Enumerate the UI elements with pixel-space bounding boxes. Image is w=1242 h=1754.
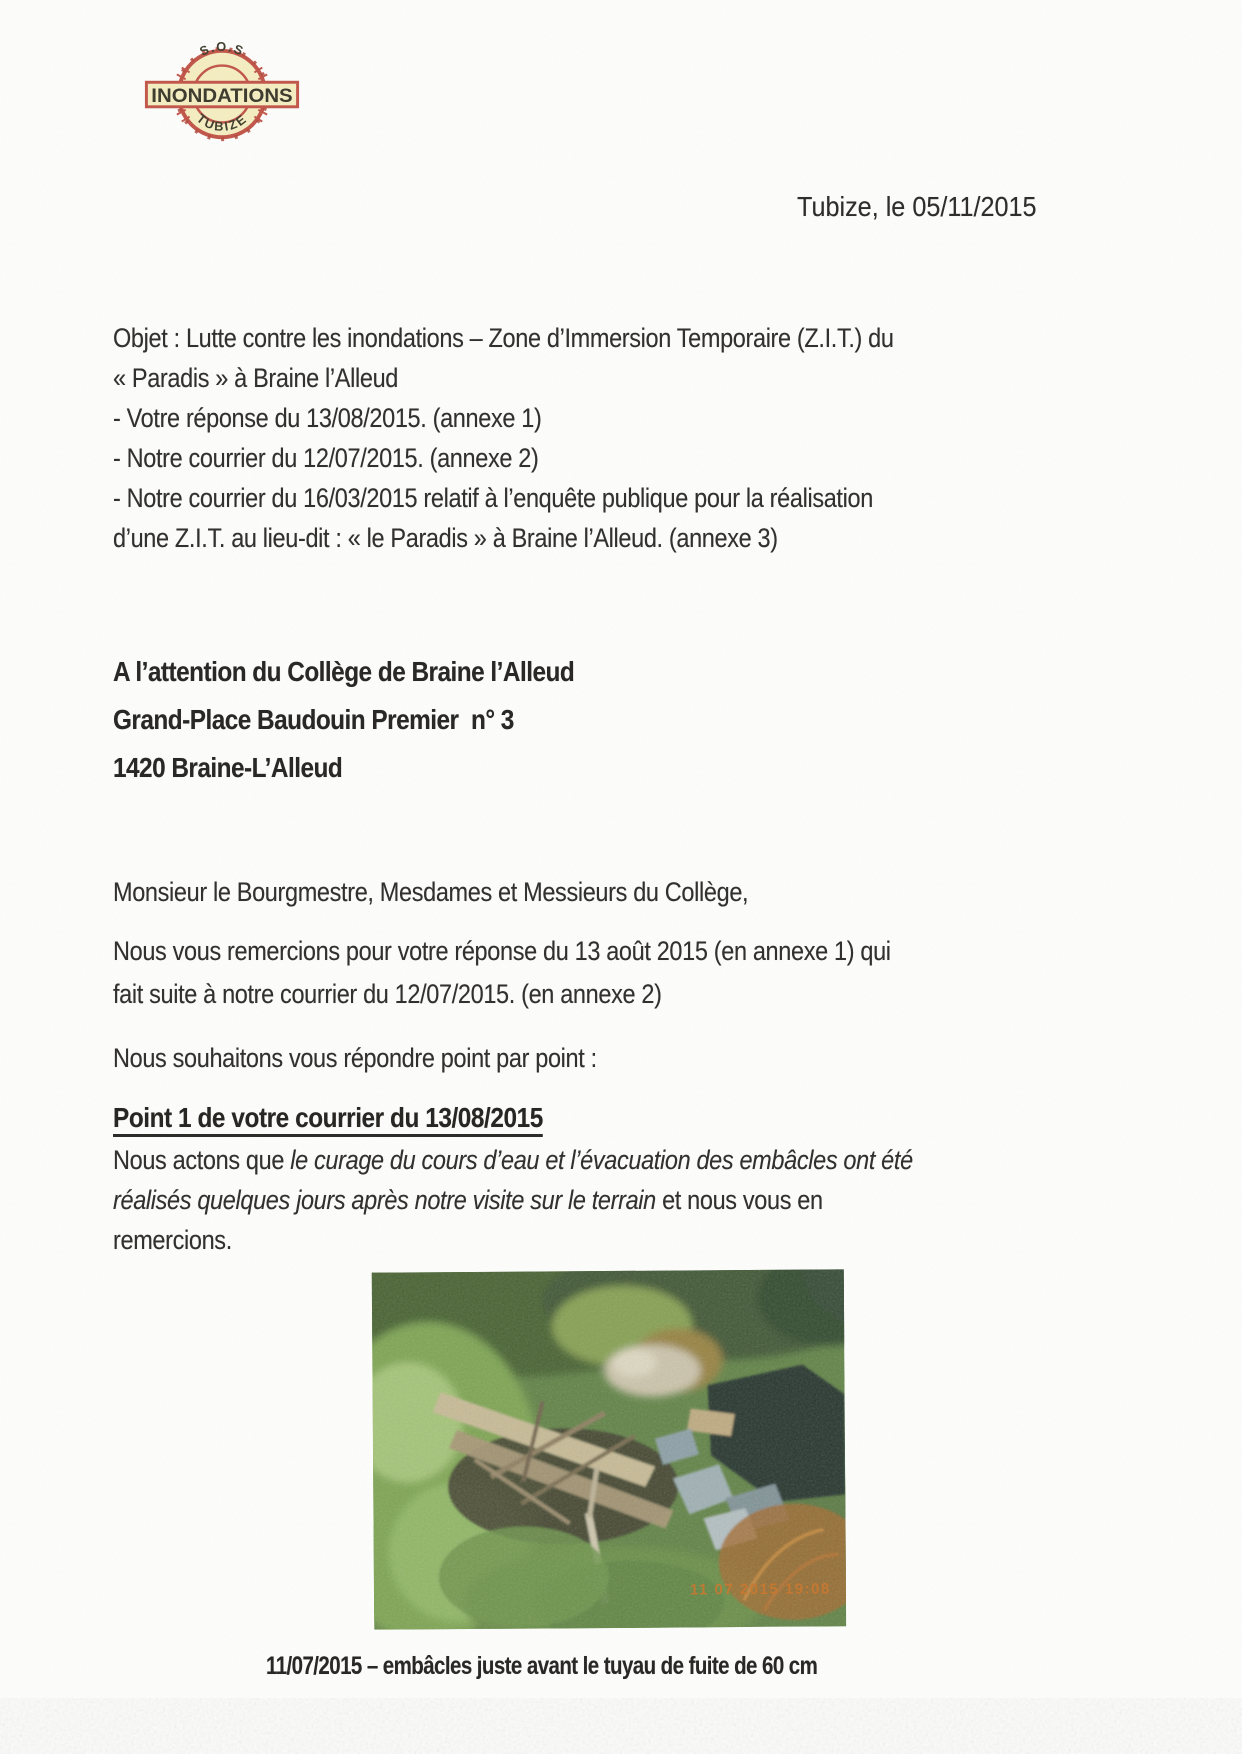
thanks-line: Nous vous remercions pour votre réponse du 13 août 2015 (en annexe 1) qui bbox=[113, 936, 891, 966]
letter-text-column bbox=[113, 318, 1027, 1278]
recipient-line: A l’attention du Collège de Braine l’Alleud bbox=[113, 656, 575, 687]
recipient-block bbox=[113, 648, 574, 792]
recipient-line: 1420 Braine-L’Alleud bbox=[113, 752, 343, 783]
scan-noise-texture bbox=[0, 1698, 1242, 1754]
subject-line: « Paradis » à Braine l’Alleud bbox=[113, 363, 399, 393]
subject-line: - Notre courrier du 16/03/2015 relatif à l’enquête publique pour la réalisation bbox=[113, 483, 873, 513]
points-intro-line: Nous souhaitons vous répondre point par point : bbox=[113, 1043, 597, 1073]
subject-line: d’une Z.I.T. au lieu-dit : « le Paradis » à Braine l’Alleud. (annexe 3) bbox=[113, 523, 778, 553]
point1-heading bbox=[113, 1098, 543, 1138]
point1-line: réalisés quelques jours après notre visite sur le terrain et nous vous en bbox=[113, 1185, 823, 1215]
logo-top-text: S.O.S bbox=[197, 42, 247, 59]
thanks-line: fait suite à notre courrier du 12/07/2015. (en annexe 2) bbox=[113, 979, 662, 1009]
point1-heading-text: Point 1 de votre courrier du 13/08/2015 bbox=[113, 1102, 543, 1137]
subject-line: - Votre réponse du 13/08/2015. (annexe 1) bbox=[113, 403, 542, 433]
subject-line: Objet : Lutte contre les inondations – Zone d’Immersion Temporaire (Z.I.T.) du bbox=[113, 323, 894, 353]
salutation-line: Monsieur le Bourgmestre, Mesdames et Messieurs du Collège, bbox=[113, 877, 749, 907]
photo-caption: 11/07/2015 – embâcles juste avant le tuyau de fuite de 60 cm bbox=[266, 1652, 818, 1680]
photo-timestamp: 11 07 2015 19:08 bbox=[689, 1580, 831, 1599]
logo-bottom-text: TUBIZE bbox=[193, 110, 251, 135]
scan-noise-band bbox=[0, 1698, 1242, 1754]
thanks-paragraph bbox=[113, 930, 891, 1016]
subject-line: - Notre courrier du 12/07/2015. (annexe 2) bbox=[113, 443, 539, 473]
point1-line: remercions. bbox=[113, 1225, 232, 1255]
sos-inondations-logo bbox=[143, 42, 301, 150]
subject-block bbox=[113, 318, 894, 558]
place-date-line: Tubize, le 05/11/2015 bbox=[797, 191, 1037, 222]
life-ring-badge-icon bbox=[143, 42, 301, 150]
debris-photo-image bbox=[372, 1269, 846, 1629]
point1-paragraph bbox=[113, 1140, 913, 1260]
recipient-line: Grand-Place Baudouin Premier n° 3 bbox=[113, 704, 514, 735]
point1-line: Nous actons que le curage du cours d’eau et l’évacuation des embâcles ont été bbox=[113, 1145, 913, 1175]
debris-photo bbox=[372, 1269, 846, 1629]
logo-banner-text: INONDATIONS bbox=[151, 84, 293, 107]
